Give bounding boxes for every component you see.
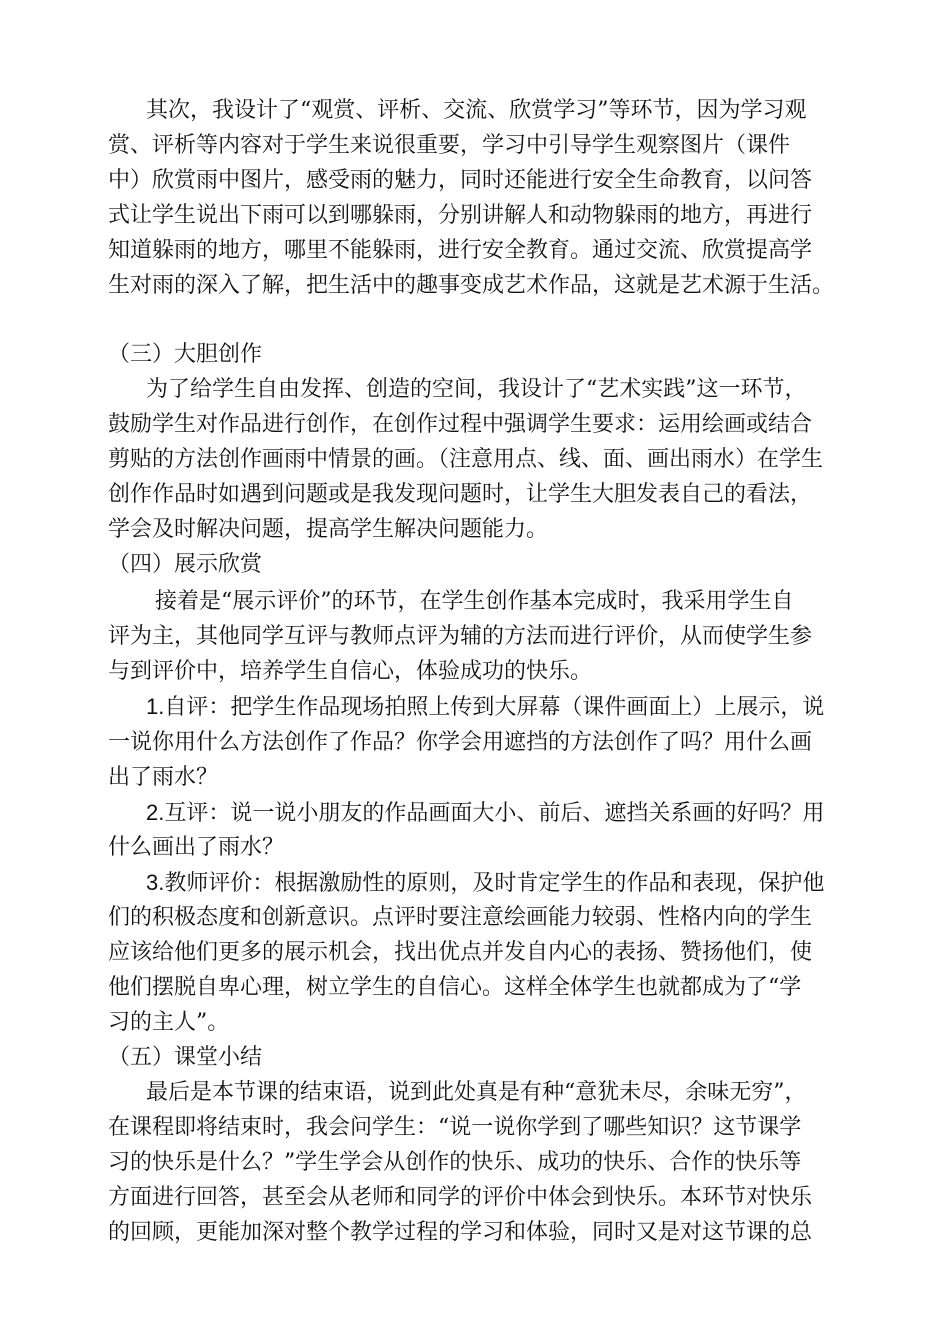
list-item-number: 3. (146, 870, 165, 895)
paragraph-line: 与到评价中，培养学生自信心，体验成功的快乐。 (108, 659, 593, 684)
paragraph-line: 应该给他们更多的展示机会，找出优点并发自内心的表扬、赞扬他们，使 (108, 940, 813, 965)
section-heading: （五）课堂小结 (108, 1045, 263, 1070)
paragraph-line: 什么画出了雨水？ (108, 835, 285, 860)
paragraph-line: 在课程即将结束时，我会问学生：“说一说你学到了哪些知识？这节课学 (108, 1115, 802, 1140)
paragraph-line: 的回顾，更能加深对整个教学过程的学习和体验，同时又是对这节课的总 (108, 1220, 813, 1245)
section-heading: （三）大胆创作 (108, 342, 263, 367)
list-item (146, 692, 850, 724)
list-item-text: 互评：说一说小朋友的作品画面大小、前后、遮挡关系画的好吗？用 (164, 801, 825, 826)
paragraph-line: 方面进行回答，甚至会从老师和同学的评价中体会到快乐。本环节对快乐 (108, 1185, 813, 1210)
paragraph-line: 一说你用什么方法创作了作品？你学会用遮挡的方法创作了吗？用什么画 (108, 730, 813, 755)
paragraph-line: 为了给学生自由发挥、创造的空间，我设计了“艺术实践”这一环节， (146, 377, 807, 402)
paragraph-line: 中）欣赏雨中图片，感受雨的魅力，同时还能进行安全生命教育，以问答 (108, 168, 813, 193)
paragraph-line: 他们摆脱自卑心理，树立学生的自信心。这样全体学生也就都成为了“学 (108, 975, 802, 1000)
list-item-text: 教师评价：根据激励性的原则，及时肯定学生的作品和表现，保护他 (164, 871, 825, 896)
paragraph-line: 剪贴的方法创作画雨中情景的画。（注意用点、线、面、画出雨水）在学生 (108, 447, 824, 472)
paragraph-line: 出了雨水？ (108, 765, 219, 790)
paragraph-line: 习的快乐是什么？”学生学会从创作的快乐、成功的快乐、合作的快乐等 (108, 1150, 802, 1175)
paragraph-line: 其次，我设计了“观赏、评析、交流、欣赏学习”等环节，因为学习观 (146, 98, 807, 123)
list-item (146, 798, 850, 830)
paragraph-line: 评为主，其他同学互评与教师点评为辅的方法而进行评价，从而使学生参 (108, 624, 813, 649)
list-item (146, 868, 850, 900)
section-heading: （四）展示欣赏 (108, 552, 263, 577)
paragraph-line: 式让学生说出下雨可以到哪躲雨，分别讲解人和动物躲雨的地方，再进行 (108, 203, 813, 228)
list-item-number: 2. (146, 800, 165, 825)
list-item-text: 自评：把学生作品现场拍照上传到大屏幕（课件画面上）上展示，说 (164, 695, 825, 720)
paragraph-line: 最后是本节课的结束语，说到此处真是有种“意犹未尽，余味无穷”， (146, 1080, 807, 1105)
paragraph-line: 赏、评析等内容对于学生来说很重要，学习中引导学生观察图片（课件 (108, 133, 791, 158)
paragraph-line: 知道躲雨的地方，哪里不能躲雨，进行安全教育。通过交流、欣赏提高学 (108, 238, 813, 263)
paragraph-line: 们的积极态度和创新意识。点评时要注意绘画能力较弱、性格内向的学生 (108, 905, 813, 930)
paragraph-line: 学会及时解决问题，提高学生解决问题能力。 (108, 517, 549, 542)
paragraph-line: 习的主人”。 (108, 1010, 230, 1035)
paragraph-line: 鼓励学生对作品进行创作，在创作过程中强调学生要求：运用绘画或结合 (108, 412, 813, 437)
paragraph-line: 生对雨的深入了解，把生活中的趣事变成艺术作品，这就是艺术源于生活。 (108, 273, 835, 298)
list-item-number: 1. (146, 694, 165, 719)
paragraph-line: 创作作品时如遇到问题或是我发现问题时，让学生大胆发表自己的看法， (108, 482, 813, 507)
paragraph-line: 接着是“展示评价”的环节，在学生创作基本完成时，我采用学生自 (155, 589, 794, 614)
